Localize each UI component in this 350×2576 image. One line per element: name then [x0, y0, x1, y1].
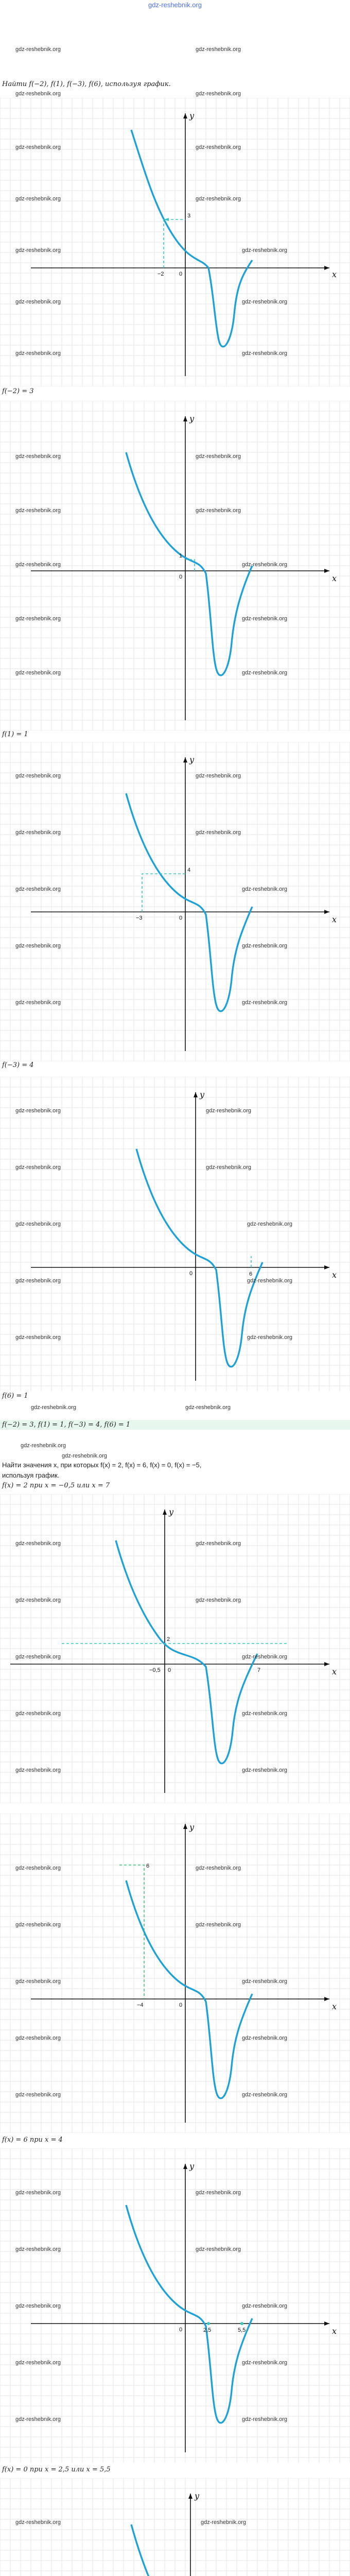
watermark: gdz-reshebnik.org	[15, 2246, 61, 2252]
x-label: x	[332, 2002, 337, 2011]
watermark: gdz-reshebnik.org	[196, 453, 241, 460]
watermark: gdz-reshebnik.org	[206, 1164, 252, 1171]
y-label: y	[200, 1090, 205, 1099]
watermark: gdz-reshebnik.org	[196, 196, 241, 202]
watermark: gdz-reshebnik.org	[15, 1654, 61, 1660]
watermark: gdz-reshebnik.org	[185, 1404, 231, 1411]
watermark: gdz-reshebnik.org	[15, 1767, 61, 1773]
y-arrow	[183, 416, 187, 421]
watermark: gdz-reshebnik.org	[196, 1922, 241, 1928]
site-header[interactable]: gdz-reshebnik.org	[148, 1, 202, 9]
watermark: gdz-reshebnik.org	[196, 507, 241, 514]
tick-label: 0	[179, 271, 183, 277]
x-arrow	[324, 1265, 329, 1269]
x-arrow	[324, 1997, 329, 2001]
watermark: gdz-reshebnik.org	[15, 350, 61, 357]
watermark: gdz-reshebnik.org	[15, 196, 61, 202]
watermark: gdz-reshebnik.org	[196, 1865, 241, 1871]
watermark: gdz-reshebnik.org	[196, 1597, 241, 1603]
grid	[0, 742, 350, 1061]
x-label: x	[332, 2326, 337, 2336]
tick-label: −4	[137, 2002, 144, 2008]
watermark: gdz-reshebnik.org	[196, 2246, 241, 2252]
tick-label: 6	[249, 1271, 253, 1277]
tick-label: 0	[179, 915, 183, 921]
tick-label: 1	[179, 553, 183, 559]
x-label: x	[332, 269, 337, 279]
function-curve	[126, 793, 252, 1011]
watermark: gdz-reshebnik.org	[15, 1164, 61, 1171]
watermark: gdz-reshebnik.org	[15, 2519, 61, 2526]
graph-3	[0, 742, 350, 1061]
watermark: gdz-reshebnik.org	[15, 453, 61, 460]
answer-fm2: f(−2) = 3	[2, 387, 34, 395]
tick-label: 2,5	[203, 2327, 212, 2333]
answer-f1: f(1) = 1	[2, 731, 28, 738]
task-2-text-cont: используя график.	[2, 1471, 60, 1479]
watermark: gdz-reshebnik.org	[247, 1334, 293, 1341]
tick-label: −0,5	[149, 1667, 161, 1673]
watermark: gdz-reshebnik.org	[196, 144, 241, 150]
answer-x-0: f(x) = 0 при x = 2,5 или x = 5,5	[2, 2466, 111, 2473]
watermark: gdz-reshebnik.org	[242, 2360, 288, 2366]
watermark: gdz-reshebnik.org	[15, 616, 61, 622]
grid	[0, 1814, 350, 2133]
function-curve	[116, 1540, 257, 1764]
watermark: gdz-reshebnik.org	[242, 2092, 288, 2098]
watermark: gdz-reshebnik.org	[196, 1540, 241, 1547]
answer-x-6: f(x) = 6 при x = 4	[2, 2136, 63, 2144]
watermark: gdz-reshebnik.org	[242, 1767, 288, 1773]
y-arrow	[163, 1510, 167, 1515]
y-label: y	[189, 2161, 195, 2171]
tick-label: 4	[187, 867, 191, 873]
watermark: gdz-reshebnik.org	[15, 2035, 61, 2041]
watermark: gdz-reshebnik.org	[15, 247, 61, 253]
grid	[0, 98, 350, 386]
tick-label: 6	[146, 1863, 150, 1869]
watermark: gdz-reshebnik.org	[15, 1540, 61, 1547]
watermark: gdz-reshebnik.org	[15, 829, 61, 836]
y-label: y	[169, 1507, 174, 1517]
graph-6	[0, 1814, 350, 2133]
watermark: gdz-reshebnik.org	[15, 144, 61, 150]
watermark: gdz-reshebnik.org	[21, 1443, 66, 1449]
function-curve	[126, 1880, 252, 2098]
tick-label: −2	[157, 271, 164, 277]
x-label: x	[332, 573, 337, 583]
x-arrow	[324, 910, 329, 914]
answer-fm3: f(−3) = 4	[2, 1061, 34, 1069]
watermark: gdz-reshebnik.org	[15, 1108, 61, 1114]
task-2-line-1: Найти значения x, при которых f(x) = 2, f(x) = 6, f(x) = 0, f(x) = −5,	[2, 1461, 202, 1469]
tick-label: 0	[168, 1667, 171, 1673]
y-label: y	[195, 2491, 200, 2501]
watermark: gdz-reshebnik.org	[15, 1978, 61, 1985]
watermark: gdz-reshebnik.org	[242, 670, 288, 676]
y-label: y	[189, 755, 195, 765]
root-point	[240, 2322, 243, 2325]
tick-label: 3	[187, 213, 191, 219]
watermark: gdz-reshebnik.org	[242, 2416, 288, 2422]
watermark: gdz-reshebnik.org	[247, 1278, 293, 1284]
y-arrow	[194, 1092, 198, 1097]
watermark: gdz-reshebnik.org	[15, 91, 61, 97]
watermark: gdz-reshebnik.org	[242, 1710, 288, 1717]
x-arrow	[324, 266, 329, 270]
function-curve	[126, 2205, 252, 2423]
function-curve	[126, 452, 252, 675]
graph-4	[0, 1077, 350, 1391]
watermark: gdz-reshebnik.org	[15, 670, 61, 676]
watermark: gdz-reshebnik.org	[242, 350, 288, 357]
watermark: gdz-reshebnik.org	[15, 1922, 61, 1928]
x-label: x	[332, 1667, 337, 1676]
x-label: x	[332, 1270, 337, 1280]
y-arrow	[188, 2494, 192, 2499]
helper-line	[119, 1865, 144, 1999]
y-label: y	[189, 1822, 195, 1832]
watermark: gdz-reshebnik.org	[242, 299, 288, 305]
answer-x-2: f(x) = 2 при x = −0,5 или x = 7	[2, 1482, 110, 1489]
watermark: gdz-reshebnik.org	[247, 1221, 293, 1227]
watermark: gdz-reshebnik.org	[15, 562, 61, 568]
watermark: gdz-reshebnik.org	[15, 2416, 61, 2422]
watermark: gdz-reshebnik.org	[196, 2190, 241, 2196]
watermark: gdz-reshebnik.org	[196, 91, 241, 97]
answer-summary-1: f(−2) = 3, f(1) = 1, f(−3) = 4, f(6) = 1	[0, 1420, 350, 1430]
watermark: gdz-reshebnik.org	[242, 999, 288, 1006]
watermark: gdz-reshebnik.org	[15, 886, 61, 892]
watermark: gdz-reshebnik.org	[15, 1710, 61, 1717]
watermark: gdz-reshebnik.org	[201, 2519, 247, 2526]
watermark: gdz-reshebnik.org	[15, 2303, 61, 2309]
watermark: gdz-reshebnik.org	[196, 773, 241, 779]
watermark: gdz-reshebnik.org	[15, 1221, 61, 1227]
watermark: gdz-reshebnik.org	[242, 2035, 288, 2041]
watermark: gdz-reshebnik.org	[242, 2303, 288, 2309]
root-point	[207, 2322, 210, 2325]
tick-label: 0	[179, 574, 183, 580]
watermark: gdz-reshebnik.org	[15, 2092, 61, 2098]
x-label: x	[332, 914, 337, 924]
watermark: gdz-reshebnik.org	[15, 1278, 61, 1284]
watermark: gdz-reshebnik.org	[15, 2360, 61, 2366]
watermark: gdz-reshebnik.org	[31, 1404, 77, 1411]
y-arrow	[183, 1824, 187, 1829]
watermark: gdz-reshebnik.org	[15, 46, 61, 53]
watermark: gdz-reshebnik.org	[15, 2190, 61, 2196]
watermark: gdz-reshebnik.org	[242, 943, 288, 949]
watermark: gdz-reshebnik.org	[242, 247, 288, 253]
x-arrow	[324, 569, 329, 573]
tick-label: 2	[167, 1636, 170, 1642]
watermark: gdz-reshebnik.org	[62, 1453, 108, 1459]
graph-1	[0, 98, 350, 386]
y-label: y	[189, 111, 195, 121]
x-arrow	[324, 2321, 329, 2326]
function-curve	[136, 1149, 262, 1367]
watermark: gdz-reshebnik.org	[242, 616, 288, 622]
watermark: gdz-reshebnik.org	[242, 562, 288, 568]
tick-label: 5,5	[238, 2327, 246, 2333]
watermark: gdz-reshebnik.org	[15, 299, 61, 305]
grid	[0, 1077, 350, 1391]
watermark: gdz-reshebnik.org	[196, 46, 241, 53]
grid	[0, 2478, 350, 2576]
y-arrow	[183, 2164, 187, 2169]
y-arrow	[183, 757, 187, 762]
tick-label: 0	[179, 2002, 183, 2008]
tick-label: 0	[179, 2327, 183, 2333]
x-arrow	[324, 1662, 329, 1666]
tick-label: 7	[257, 1667, 261, 1673]
watermark: gdz-reshebnik.org	[15, 507, 61, 514]
watermark: gdz-reshebnik.org	[15, 1597, 61, 1603]
watermark: gdz-reshebnik.org	[15, 943, 61, 949]
task-1-text: Найти f(−2), f(1), f(−3), f(6), используя график.	[2, 80, 171, 88]
watermark: gdz-reshebnik.org	[196, 829, 241, 836]
graph-8	[0, 2478, 350, 2576]
y-label: y	[189, 414, 195, 423]
watermark: gdz-reshebnik.org	[15, 999, 61, 1006]
answer-f6: f(6) = 1	[2, 1392, 28, 1400]
watermark: gdz-reshebnik.org	[242, 886, 288, 892]
task-2-text	[2, 1461, 201, 1469]
watermark: gdz-reshebnik.org	[242, 1654, 288, 1660]
tick-label: −3	[136, 915, 143, 921]
tick-label: 0	[189, 1270, 193, 1277]
watermark: gdz-reshebnik.org	[206, 1108, 252, 1114]
watermark: gdz-reshebnik.org	[242, 1978, 288, 1985]
watermark: gdz-reshebnik.org	[15, 1865, 61, 1871]
watermark: gdz-reshebnik.org	[15, 773, 61, 779]
y-arrow	[183, 113, 187, 118]
watermark: gdz-reshebnik.org	[15, 1334, 61, 1341]
